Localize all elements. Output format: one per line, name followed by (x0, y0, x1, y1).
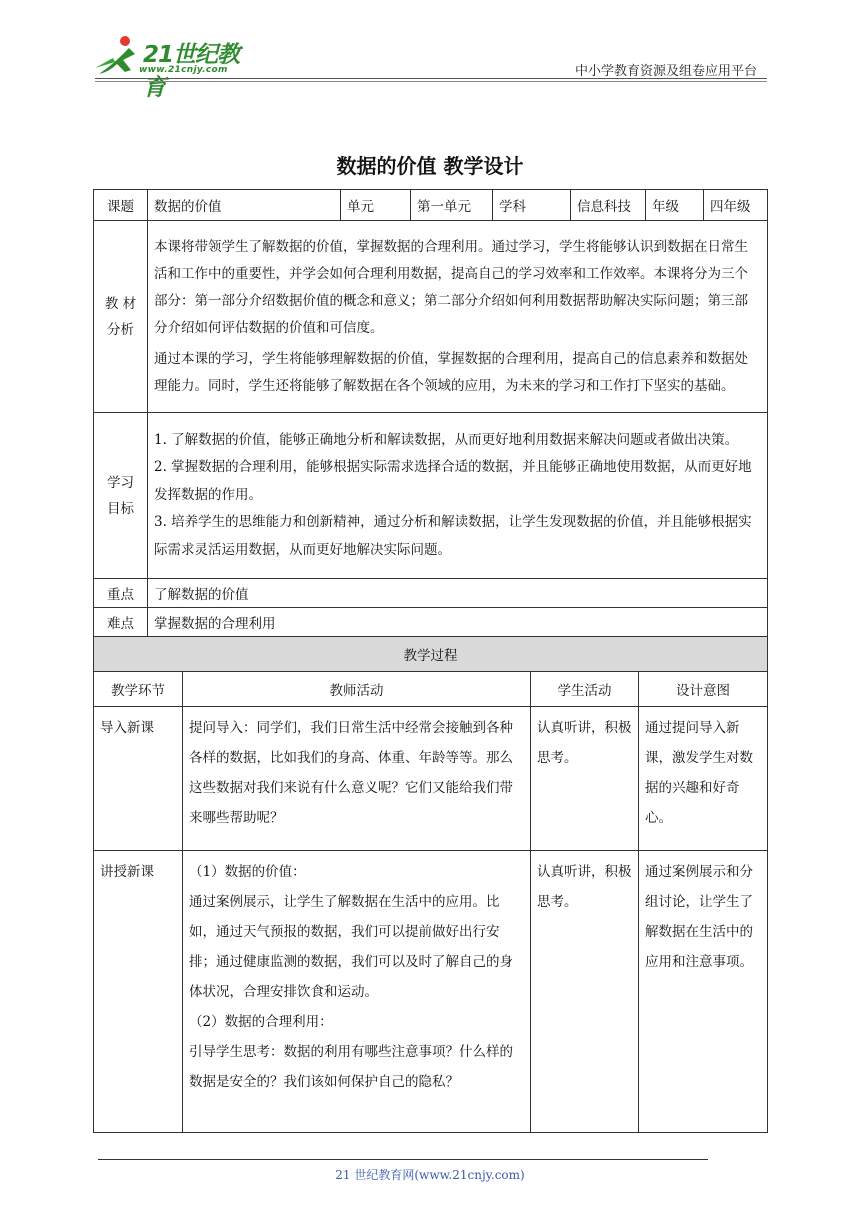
lesson-info-table (93, 189, 768, 637)
teacher-activity-text: 提问导入：同学们，我们日常生活中经常会接触到各种各样的数据，比如我们的身高、体重、年龄等等。那么这些数据对我们来说有什么意义呢？它们又能给我们带来哪些帮助呢？ (189, 720, 513, 826)
teacher-activity-text: 引导学生思考：数据的利用有哪些注意事项？什么样的数据是安全的？我们该如何保护自己的隐私？ (189, 1044, 513, 1090)
info-cell: 四年级 (704, 190, 768, 221)
header-divider-thin (95, 81, 767, 82)
goals-row (94, 413, 768, 579)
teacher-activity-text: （1）数据的价值： (189, 864, 306, 880)
column-header: 教师活动 (183, 672, 531, 707)
column-header: 教学环节 (94, 672, 183, 707)
info-cell: 单元 (341, 190, 411, 221)
logo (95, 34, 260, 101)
goal-item: 1. 了解数据的价值，能够正确地分析和解读数据，从而更好地利用数据来解决问题或者做出决策。 (154, 431, 739, 448)
material-paragraph: 本课将带领学生了解数据的价值，掌握数据的合理利用。通过学习，学生将能够认识到数据在日常生活和工作中的重要性，并学会如何合理利用数据，提高自己的学习效率和工作效率。本课将分为三个部分：第一部分介绍数据价值的概念和意义；第二部分介绍如何利用数据帮助解决实际问题；第三部分介绍如何评估数据的价值和可信度。 (154, 238, 748, 336)
page-header (95, 30, 767, 101)
difficulty-row (94, 608, 768, 637)
info-row (94, 190, 768, 221)
info-cell: 数据的价值 (148, 190, 341, 221)
material-content (148, 221, 768, 413)
column-header: 学生活动 (531, 672, 639, 707)
process-title: 教学过程 (94, 637, 768, 672)
process-row (94, 707, 768, 851)
process-row (94, 851, 768, 1133)
logo-text: 21世纪教育 (143, 42, 240, 101)
student-activity-cell: 认真听讲，积极思考。 (531, 851, 639, 1133)
key-point-row (94, 579, 768, 608)
teacher-activity-cell (183, 851, 531, 1133)
info-cell: 课题 (94, 190, 148, 221)
goal-item: 3. 培养学生的思维能力和创新精神，通过分析和解读数据，让学生发现数据的价值，并且能够根据实际需求灵活运用数据，从而更好地解决实际问题。 (154, 514, 752, 558)
footer-text: 21 世纪教育网(www.21cnjy.com) (335, 1168, 525, 1182)
footer-divider (98, 1159, 708, 1160)
key-point-value: 了解数据的价值 (148, 579, 768, 608)
logo-url: www.21cnjy.com (139, 65, 228, 75)
material-paragraph: 通过本课的学习，学生将能够理解数据的价值，掌握数据的合理利用，提高自己的信息素养和数据处理能力。同时，学生还将能够了解数据在各个领域的应用，为未来的学习和工作打下坚实的基础。 (154, 350, 748, 394)
info-cell: 学科 (493, 190, 571, 221)
teacher-activity-text: （2）数据的合理利用： (189, 1014, 333, 1030)
info-cell: 信息科技 (571, 190, 646, 221)
platform-name: 中小学教育资源及组卷应用平台 (574, 64, 757, 79)
document-title: 数据的价值 教学设计 (336, 154, 524, 178)
teacher-activity-text: 通过案例展示，让学生了解数据在生活中的应用。比如，通过天气预报的数据，我们可以提前做好出行安排；通过健康监测的数据，我们可以及时了解自己的身体状况，合理安排饮食和运动。 (189, 894, 513, 1000)
material-row (94, 221, 768, 413)
process-title-row (94, 637, 768, 672)
info-cell: 年级 (646, 190, 704, 221)
stage-cell: 讲授新课 (94, 851, 183, 1133)
difficulty-label: 难点 (94, 608, 148, 637)
goal-item: 2. 掌握数据的合理利用，能够根据实际需求选择合适的数据，并且能够正确地使用数据，从而更好地发挥数据的作用。 (154, 459, 752, 503)
teaching-process-table (93, 636, 768, 1133)
key-point-label: 重点 (94, 579, 148, 608)
stage-cell: 导入新课 (94, 707, 183, 851)
column-header: 设计意图 (639, 672, 768, 707)
goals-label: 学习 目标 (94, 413, 148, 579)
design-intent-cell: 通过案例展示和分组讨论，让学生了解数据在生活中的应用和注意事项。 (639, 851, 768, 1133)
goals-content (148, 413, 768, 579)
student-activity-cell: 认真听讲，积极思考。 (531, 707, 639, 851)
info-cell: 第一单元 (411, 190, 493, 221)
teacher-activity-cell (183, 707, 531, 851)
header-divider (95, 78, 767, 79)
design-intent-cell: 通过提问导入新课，激发学生对数据的兴趣和好奇心。 (639, 707, 768, 851)
runner-logo-icon (95, 34, 143, 78)
process-header-row (94, 672, 768, 707)
difficulty-value: 掌握数据的合理利用 (148, 608, 768, 637)
material-label: 教 材 分析 (94, 221, 148, 413)
